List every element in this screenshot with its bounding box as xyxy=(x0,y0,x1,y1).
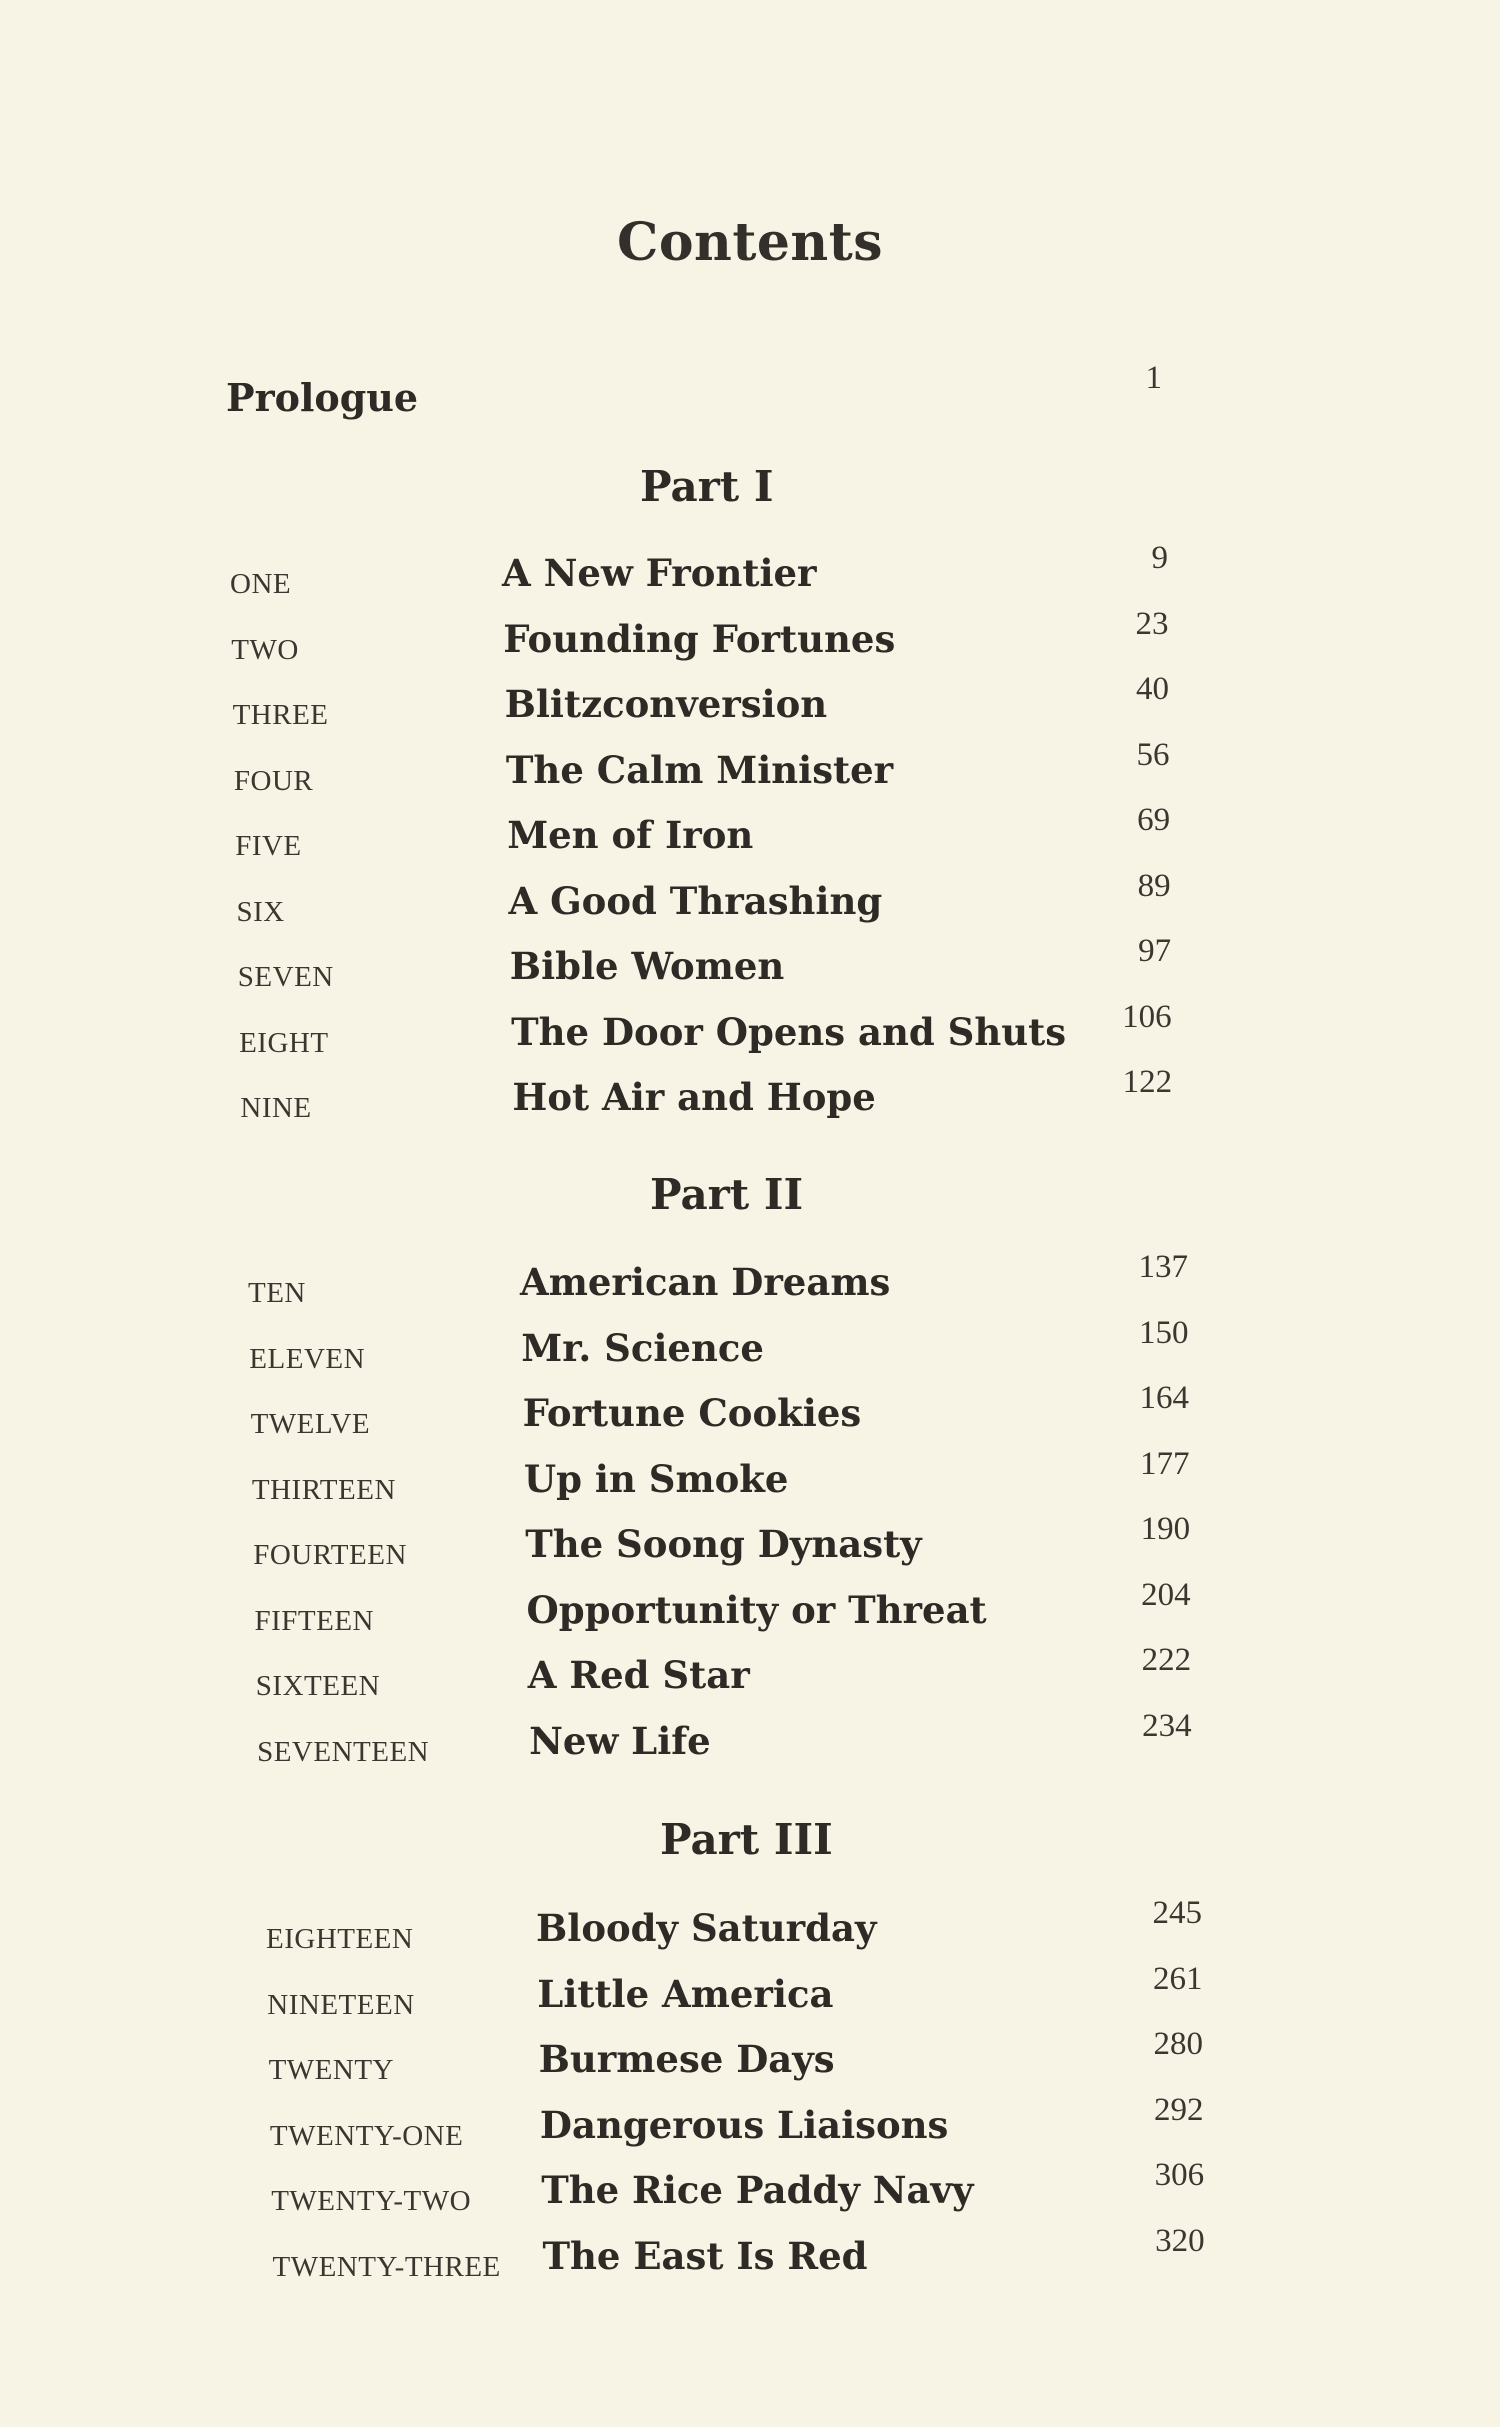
chapter-title: Bible Women xyxy=(509,944,785,988)
chapter-page-number: 306 xyxy=(1154,2157,1205,2193)
chapter-page-number: 190 xyxy=(1140,1511,1191,1547)
chapter-title: American Dreams xyxy=(520,1260,891,1304)
page-title: Contents xyxy=(616,212,884,273)
chapter-number: EIGHTEEN xyxy=(266,1923,414,1955)
chapter-title: New Life xyxy=(529,1718,711,1763)
chapter-page-number: 164 xyxy=(1139,1380,1190,1416)
chapter-title: A Red Star xyxy=(527,1653,750,1697)
chapter-title: The Calm Minister xyxy=(505,747,894,792)
chapter-title: The Door Opens and Shuts xyxy=(511,1009,1067,1054)
chapter-page-number: 89 xyxy=(1137,867,1171,904)
chapter-page-number: 122 xyxy=(1122,1064,1173,1100)
chapter-number: TWENTY-ONE xyxy=(269,2119,464,2152)
chapter-number: FOURTEEN xyxy=(253,1539,407,1571)
chapter-title: Blitzconversion xyxy=(504,682,828,726)
chapter-number: THREE xyxy=(232,699,329,731)
part-heading: Part I xyxy=(640,462,774,511)
chapter-number: NINE xyxy=(240,1092,312,1124)
chapter-number: EIGHT xyxy=(239,1026,329,1059)
chapter-title: Little America xyxy=(537,1971,834,2016)
chapter-number: TWENTY-THREE xyxy=(272,2250,501,2283)
part-heading: Part III xyxy=(660,1815,833,1864)
chapter-title: A New Frontier xyxy=(502,551,817,595)
chapter-page-number: 69 xyxy=(1137,802,1171,838)
chapter-number: TWENTY xyxy=(268,2054,394,2086)
chapter-number: THIRTEEN xyxy=(251,1473,396,1506)
chapter-number: SIX xyxy=(236,895,285,928)
chapter-title: The Soong Dynasty xyxy=(525,1522,922,1566)
chapter-title: Founding Fortunes xyxy=(503,616,896,661)
chapter-title: Bloody Saturday xyxy=(536,1906,877,1950)
chapter-page-number: 261 xyxy=(1153,1960,1203,1997)
chapter-page-number: 292 xyxy=(1154,2091,1204,2128)
chapter-number: FOUR xyxy=(233,764,314,797)
chapter-title: Mr. Science xyxy=(521,1325,764,1370)
chapter-number: ONE xyxy=(230,568,292,600)
chapter-title: Dangerous Liaisons xyxy=(539,2102,949,2147)
chapter-page-number: 56 xyxy=(1136,736,1170,773)
chapter-title: The Rice Paddy Navy xyxy=(541,2168,974,2212)
chapter-title: Up in Smoke xyxy=(523,1456,789,1501)
chapter-page-number: 97 xyxy=(1138,933,1172,969)
chapter-title: A Good Thrashing xyxy=(508,878,883,923)
chapter-number: ELEVEN xyxy=(249,1342,366,1375)
chapter-page-number: 23 xyxy=(1135,605,1169,642)
chapter-page-number: 204 xyxy=(1141,1576,1191,1613)
chapter-number: SIXTEEN xyxy=(255,1670,381,1702)
chapter-page-number: 320 xyxy=(1155,2222,1205,2259)
chapter-title: Fortune Cookies xyxy=(522,1391,862,1435)
chapter-number: NINETEEN xyxy=(267,1988,415,2021)
chapter-page-number: 234 xyxy=(1142,1707,1192,1744)
chapter-page-number: 9 xyxy=(1151,540,1168,576)
chapter-page-number: 222 xyxy=(1141,1642,1192,1678)
chapter-number: TWENTY-TWO xyxy=(271,2185,472,2217)
chapter-page-number: 245 xyxy=(1152,1895,1202,1931)
chapter-number: FIVE xyxy=(235,830,302,862)
prologue-page: 1 xyxy=(1145,360,1162,396)
chapter-page-number: 106 xyxy=(1122,998,1172,1035)
prologue-label: Prologue xyxy=(226,375,419,420)
chapter-number: TEN xyxy=(248,1277,306,1309)
chapter-title: Hot Air and Hope xyxy=(512,1075,876,1119)
chapter-number: SEVEN xyxy=(237,961,334,993)
chapter-title: Men of Iron xyxy=(507,813,754,857)
chapter-page-number: 280 xyxy=(1153,2026,1204,2062)
chapter-page-number: 177 xyxy=(1140,1445,1190,1482)
chapter-number: FIFTEEN xyxy=(254,1604,374,1637)
chapter-number: SEVENTEEN xyxy=(257,1735,430,1768)
chapter-title: Opportunity or Threat xyxy=(526,1587,987,1632)
chapter-number: TWELVE xyxy=(250,1408,371,1440)
chapter-number: TWO xyxy=(231,633,299,666)
chapter-page-number: 150 xyxy=(1139,1314,1189,1351)
chapter-title: The East Is Red xyxy=(542,2233,868,2278)
chapter-page-number: 137 xyxy=(1138,1249,1188,1285)
part-heading: Part II xyxy=(650,1170,804,1219)
chapter-page-number: 40 xyxy=(1136,671,1170,707)
chapter-title: Burmese Days xyxy=(538,2037,835,2081)
